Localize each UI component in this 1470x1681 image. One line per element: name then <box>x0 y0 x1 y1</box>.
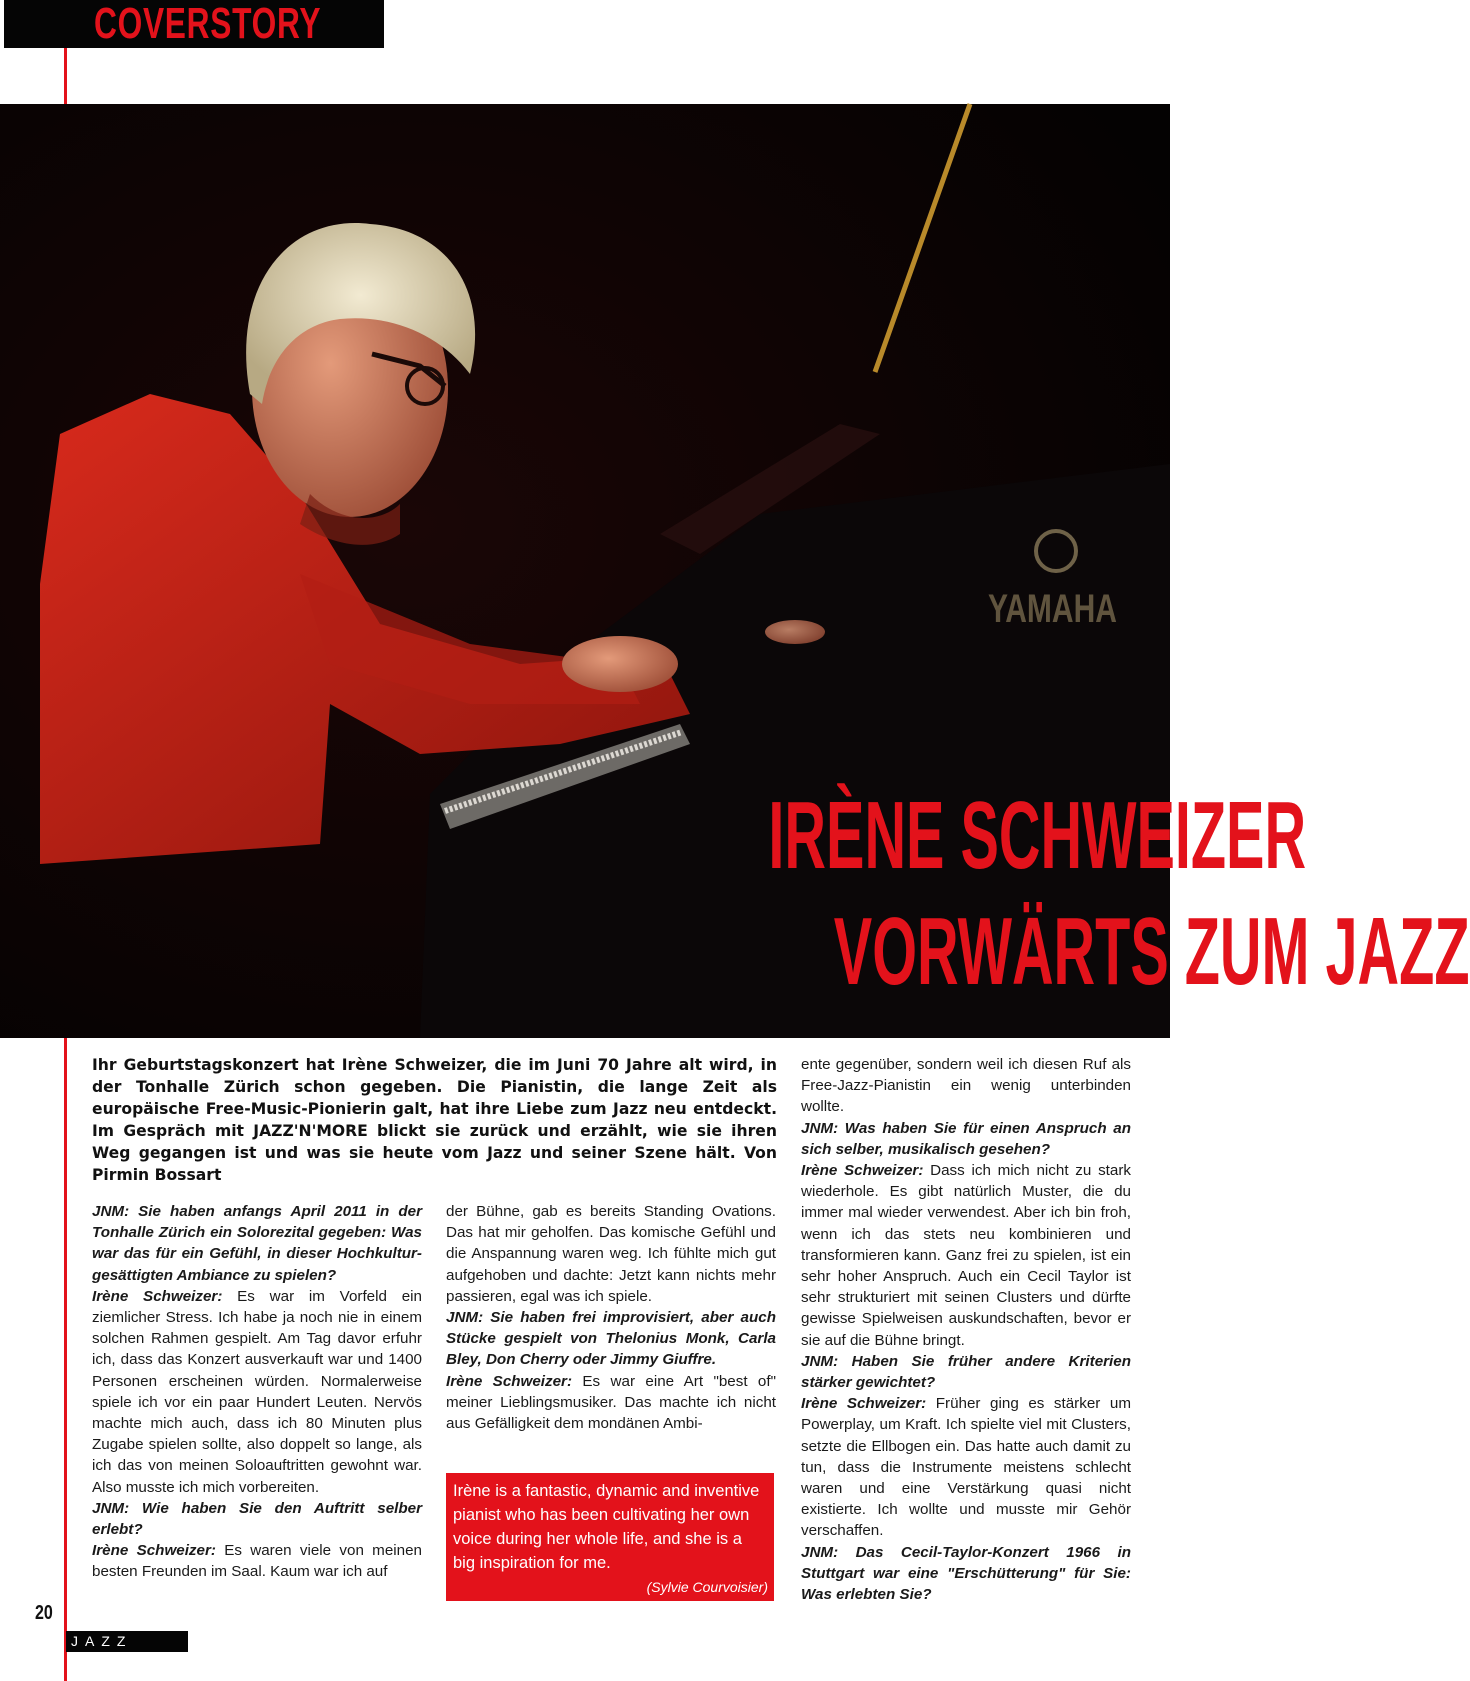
interview-answer <box>92 1286 422 1498</box>
interview-answer <box>92 1540 422 1582</box>
article-column-2 <box>446 1201 776 1434</box>
article-column-3 <box>801 1054 1131 1605</box>
interview-question: JNM: Wie haben Sie den Auftritt selber erlebt? <box>92 1499 422 1539</box>
interview-answer <box>801 1393 1131 1541</box>
piano-brand-label: YAMAHA <box>988 587 1117 631</box>
answer-text: Es waren viele von meinen besten Freunden im Saal. Kaum war ich auf <box>92 1542 422 1581</box>
speaker-label: Irène Schweizer: <box>446 1372 573 1390</box>
lead-paragraph: Ihr Geburtstagskonzert hat Irène Schweizer, die im Juni 70 Jahre alt wird, in der Tonhalle Zürich schon gegeben. Die Pianistin, die lange Zeit als europäische Free-Music-Pionierin galt, hat ihre Liebe zum Jazz neu entdeckt. Im Gespräch mit JAZZ'N'MORE blickt sie zurück und erzählt, wie sie ihren Weg gegangen ist und was sie heute vom Jazz und seiner Szene hält. Von Pirmin Bossart <box>92 1056 777 1184</box>
answer-text: Dass ich mich nicht zu stark wiederhole. Es gibt natürlich Muster, die du immer mal wieder verwendest. Aber ich bin froh, wenn ich das stets neu kombinieren und transformieren kann. Ganz frei zu spielen, ist ein sehr hoher Anspruch. Auch ein Cecil Taylor ist sehr strukturiert mit seinen Clusters und dürfte gewisse Spielweisen auskundschaften, bevor er sie auf die Bühne bringt. <box>801 1162 1131 1349</box>
interview-question: JNM: Sie haben anfangs April 2011 in der Tonhalle Zürich ein Solorezital gegeben: Was war das für ein Gefühl, in dieser Hochkultur-gesättigten Ambiance zu spielen? <box>92 1203 422 1284</box>
speaker-label: Irène Schweizer: <box>801 1395 927 1413</box>
page-number: 20 <box>35 1602 53 1624</box>
answer-text: Es war eine Art "best of" meiner Lieblingsmusiker. Das machte ich nicht aus Gefälligkeit dem mondänen Ambi- <box>446 1372 776 1433</box>
pull-quote-source: (Sylvie Courvoisier) <box>646 1579 768 1595</box>
speaker-label: Irène Schweizer: <box>92 1287 223 1305</box>
section-label: COVERSTORY <box>4 0 384 48</box>
cover-photo <box>0 104 1470 1038</box>
article-column-1 <box>92 1201 422 1583</box>
interview-answer <box>801 1160 1131 1351</box>
pull-quote <box>446 1473 774 1601</box>
headline-line-1: IRÈNE SCHWEIZER <box>768 782 1307 889</box>
answer-text: Es war im Vorfeld ein ziemlicher Stress. Ich habe ja noch nie in einem solchen Rahmen gespielt. Am Tag davor erfuhr ich, dass das Konzert ausverkauft war und 1400 Personen erscheinen würden. Normalerweise spiele ich vor ein paar Hundert Leuten. Nervös machte mich auch, dass ich 80 Minuten plus Zugabe spielen sollte, also doppelt so lange, als ich das von meinen Soloauftritten gewohnt war. Also musste ich mich vorbereiten. <box>92 1287 422 1496</box>
answer-continuation: der Bühne, gab es bereits Standing Ovations. Das hat mir geholfen. Das komische Gefühl und die Anspannung waren weg. Ich fühlte mich gut aufgehoben und dachte: Jetzt kann nichts mehr passieren, egal was ich spiele. <box>446 1203 776 1305</box>
interview-question: JNM: Sie haben frei improvisiert, aber auch Stücke gespielt von Thelonius Monk, Carla Bley, Don Cherry oder Jimmy Giuffre. <box>446 1309 776 1369</box>
headline-line-2: VORWÄRTS ZUM JAZZ <box>833 898 1470 1005</box>
speaker-label: Irène Schweizer: <box>801 1162 924 1180</box>
answer-text: Früher ging es stärker um Powerplay, um Kraft. Ich spielte viel mit Clusters, setzte die Ellbogen ein. Das hatte auch damit zu tun, dass die Instrumente meistens schlecht waren und eine Verstärkung quasi nicht existierte. Ich wollte und musste mir Gehör verschaffen. <box>801 1395 1131 1540</box>
interview-answer <box>446 1371 776 1435</box>
pull-quote-text: Irène is a fantastic, dynamic and inventive pianist who has been cultivating her own voice during her whole life, and she is a big inspiration for me. <box>453 1482 760 1572</box>
interview-question: JNM: Haben Sie früher andere Kriterien stärker gewichtet? <box>801 1352 1131 1392</box>
speaker-label: Irène Schweizer: <box>92 1542 216 1560</box>
interview-question: JNM: Das Cecil-Taylor-Konzert 1966 in Stuttgart war eine "Erschütterung" für Sie: Was erlebten Sie? <box>801 1543 1131 1604</box>
answer-continuation: ente gegenüber, sondern weil ich diesen Ruf als Free-Jazz-Pianistin ein wenig unterbinden wollte. <box>801 1056 1131 1116</box>
interview-question: JNM: Was haben Sie für einen Anspruch an sich selber, musikalisch gesehen? <box>801 1119 1131 1158</box>
magazine-footer-label: JAZZ <box>66 1631 188 1652</box>
